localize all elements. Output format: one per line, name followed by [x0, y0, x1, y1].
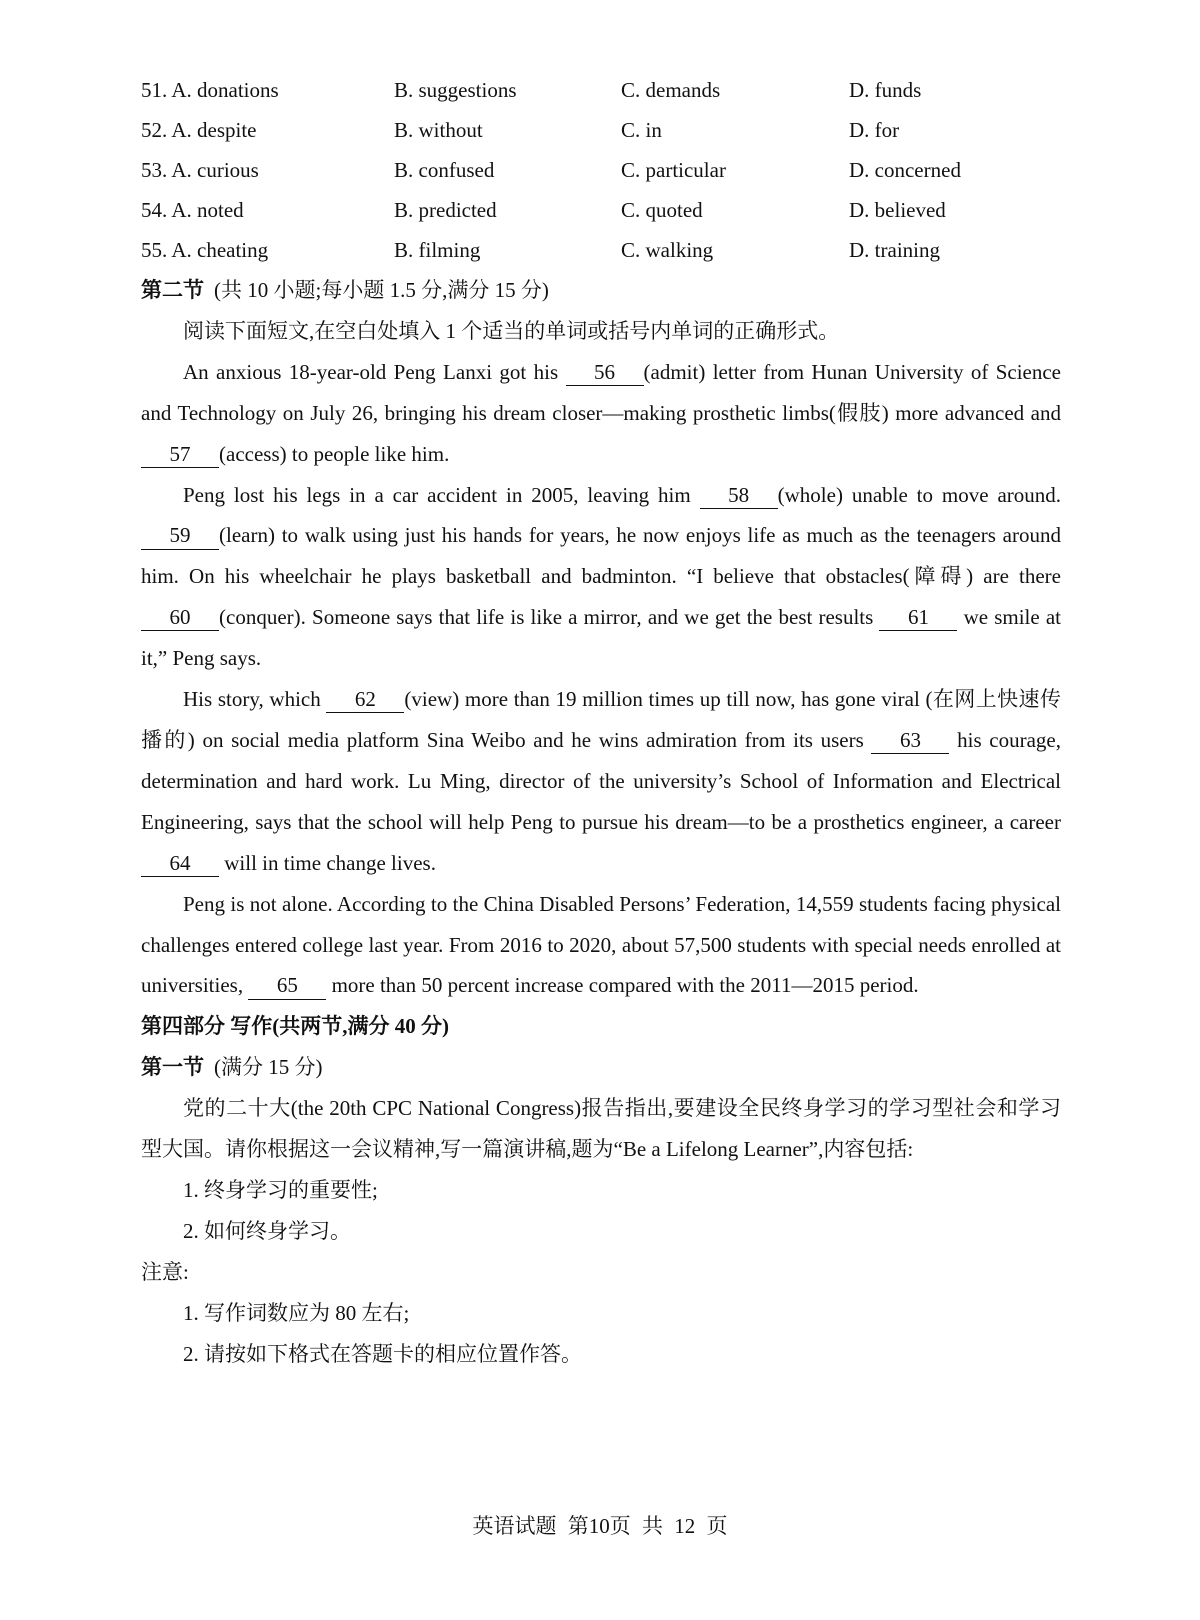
blank-63[interactable]: 63 [871, 728, 949, 754]
passage-text: (learn) to walk using just his hands for years, he now enjoys life as much as the teenagers around him. On his wheelchair he plays basketball and badminton. “I believe that obstacles(障碍) are there [141, 523, 1061, 589]
passage-text: Peng is not alone. According to the China Disabled Persons’ Federation, 14,559 students facing physical challenges entered college last year. From 2016 to 2020, about 57,500 students with special needs enrolled at universities, [141, 891, 1061, 998]
option-c: C. particular [621, 157, 726, 182]
option-d: D. for [849, 117, 900, 142]
section2-heading [141, 270, 1061, 311]
passage-paragraph-3 [141, 679, 1061, 884]
writing-prompt: 党的二十大(the 20th CPC National Congress)报告指出,要建设全民终身学习的学习型社会和学习型大国。请你根据这一会议精神,写一篇演讲稿,题为“Be a Lifelong Learner”,内容包括: [141, 1096, 1061, 1162]
option-row [141, 190, 1061, 230]
option-c: C. quoted [621, 197, 703, 222]
passage-text: more than 50 percent increase compared with the 2011—2015 period. [326, 973, 919, 998]
blank-60[interactable]: 60 [141, 605, 219, 631]
passage-text: His story, which [183, 687, 327, 712]
part4-heading: 第四部分 写作(共两节,满分 40 分) [141, 1014, 449, 1039]
option-d: D. training [849, 237, 940, 262]
option-a: 52. A. despite [141, 117, 257, 142]
option-b: B. suggestions [394, 77, 517, 102]
passage-text: will in time change lives. [219, 850, 436, 875]
blank-59[interactable]: 59 [141, 523, 219, 549]
writing1-title: 第一节 [141, 1055, 204, 1080]
blank-56[interactable]: 56 [566, 360, 644, 386]
passage-text: Peng lost his legs in a car accident in 2005, leaving him [183, 482, 700, 507]
attention-note-1: 1. 写作词数应为 80 左右; [183, 1300, 410, 1325]
attention-label: 注意: [141, 1259, 189, 1284]
passage-text: (view) more than 19 million times up till now, has gone viral (在网上快速传播的) on social media platform Sina Weibo and he wins admiration from its users [141, 687, 1061, 752]
blank-58[interactable]: 58 [700, 483, 778, 509]
writing1-heading [141, 1047, 1061, 1088]
content-item-1: 1. 终身学习的重要性; [183, 1177, 378, 1202]
blank-65[interactable]: 65 [248, 973, 326, 999]
option-a: 51. A. donations [141, 77, 279, 102]
option-row [141, 230, 1061, 270]
blank-57[interactable]: 57 [141, 442, 219, 468]
option-row [141, 70, 1061, 110]
option-b: B. filming [394, 237, 481, 262]
option-d: D. concerned [849, 157, 961, 182]
content-item-2: 2. 如何终身学习。 [183, 1218, 351, 1243]
exam-page [141, 70, 1061, 1374]
attention-note-2: 2. 请按如下格式在答题卡的相应位置作答。 [183, 1341, 582, 1366]
option-b: B. without [394, 117, 483, 142]
blank-64[interactable]: 64 [141, 851, 219, 877]
option-a: 53. A. curious [141, 157, 259, 182]
passage-text: (conquer). Someone says that life is like a mirror, and we get the best results [219, 605, 880, 630]
passage-text: (whole) unable to move around. [777, 482, 1062, 507]
option-a: 55. A. cheating [141, 237, 269, 262]
option-d: D. funds [849, 77, 922, 102]
options-table [141, 70, 1061, 270]
passage-text: (admit) letter from Hunan University of Science and Technology on July 26, bringing his dream closer—making prosthetic limbs(假肢) more advanced and [141, 359, 1061, 425]
passage-text: his courage, determination and hard work. Lu Ming, director of the university’s School of Information and Electrical Engineering, says that the school will help Peng to pursue his dream—to be a prosthetics engineer, a career [141, 727, 1061, 834]
option-b: B. confused [394, 157, 495, 182]
writing1-note: (满分 15 分) [214, 1055, 323, 1080]
blank-61[interactable]: 61 [879, 605, 957, 631]
option-b: B. predicted [394, 197, 497, 222]
blank-62[interactable]: 62 [326, 687, 404, 713]
passage-text: An anxious 18-year-old Peng Lanxi got his [183, 359, 566, 384]
passage-paragraph-4 [141, 884, 1061, 1007]
option-c: C. walking [621, 237, 714, 262]
passage-text: we smile at it,” Peng says. [141, 605, 1062, 671]
section2-title: 第二节 [141, 278, 204, 302]
option-row [141, 110, 1061, 150]
passage-paragraph-2 [141, 475, 1061, 680]
passage-paragraph-1 [141, 352, 1061, 475]
passage-text: (access) to people like him. [219, 441, 450, 466]
option-row [141, 150, 1061, 190]
option-d: D. believed [849, 197, 946, 222]
option-c: C. demands [621, 77, 721, 102]
section2-note: (共 10 小题;每小题 1.5 分,满分 15 分) [214, 278, 549, 302]
page-footer: 英语试题 第10页 共 12 页 [472, 1514, 728, 1538]
section2-instruction: 阅读下面短文,在空白处填入 1 个适当的单词或括号内单词的正确形式。 [183, 318, 840, 343]
option-a: 54. A. noted [141, 197, 244, 222]
option-c: C. in [621, 117, 662, 142]
